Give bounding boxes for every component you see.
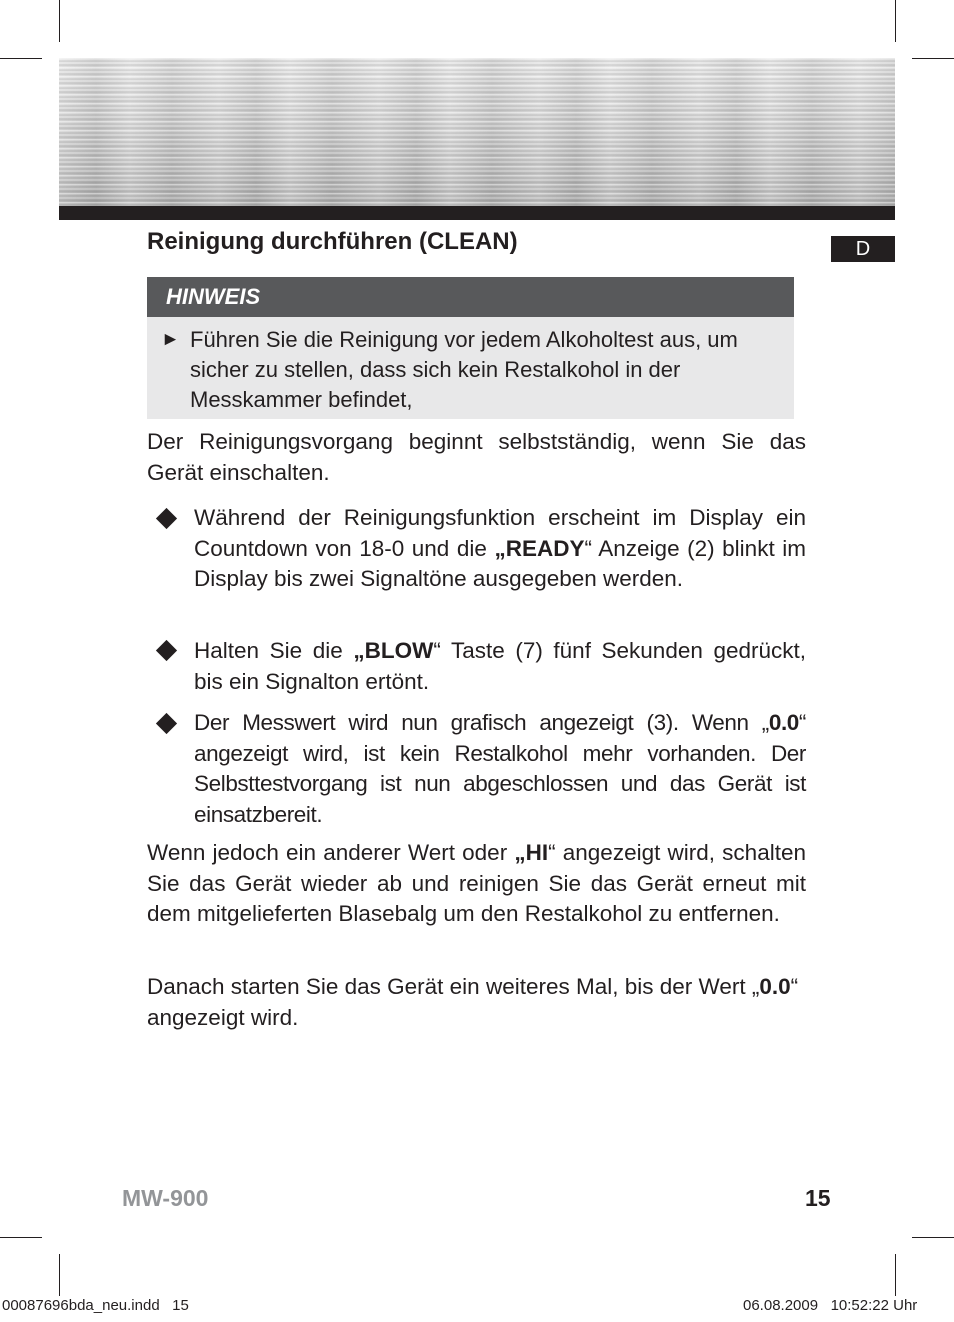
paragraph-text: Danach starten Sie das Gerät ein weiteres Mal, bis der Wert „ (147, 974, 760, 999)
intro-paragraph: Der Reinigungsvorgang beginnt selbstständig, wenn Sie das Gerät einschalten. (147, 429, 806, 485)
slug-timestamp: 06.08.2009 10:52:22 Uhr (743, 1297, 918, 1314)
bullet-bold: 0.0 (768, 710, 799, 735)
bullet-text: “ Anzeige (2) blinkt im Display bis zwei Signaltöne ausgegeben werden. (194, 535, 806, 591)
bullet-text: “ Taste (7) fünf Sekunden gedrückt, bis ein Signalton ertönt. (194, 638, 806, 694)
paragraph-text: “ angezeigt wird, schalten Sie das Gerät wieder ab und reinigen Sie das Gerät erneut mit dem mitgelieferten Blasebalg um den Restalkohol zu entfernen. (147, 840, 806, 926)
diamond-bullet-icon (156, 713, 177, 734)
bullet-item (194, 708, 806, 830)
crop-mark (895, 1254, 896, 1296)
note-text: Führen Sie die Reinigung vor jedem Alkoholtest aus, um sicher zu stellen, dass sich kein Restalkohol in der Messkammer befindet, (190, 327, 738, 412)
paragraph-bold: 0.0 (759, 974, 791, 999)
diamond-bullet-icon (156, 640, 177, 661)
paragraph-text: Wenn jedoch ein anderer Wert oder (147, 840, 515, 865)
slug-filename: 00087696bda_neu.indd 15 (2, 1297, 189, 1314)
bullet-bold: „BLOW (353, 638, 434, 663)
paragraph-bold: „HI (514, 840, 549, 865)
brushed-metal-banner (59, 58, 895, 206)
crop-mark (59, 0, 60, 42)
note-heading: HINWEIS (147, 277, 794, 317)
paragraph (147, 838, 806, 930)
bullet-bold: „READY (494, 535, 585, 561)
bullet-item (194, 636, 806, 697)
crop-mark (0, 1237, 42, 1238)
paragraph (147, 972, 809, 1033)
arrow-right-icon: ► (161, 329, 180, 350)
page-number: 15 (805, 1185, 831, 1211)
section-title: Reinigung durchführen (CLEAN) (147, 228, 518, 255)
paragraph-text: “ angezeigt wird. (147, 974, 799, 1030)
bullet-text: Während der Reinigungsfunktion erscheint im Display ein Countdown von 18-0 und die (194, 505, 806, 561)
bullet-text: Der Messwert wird nun grafisch angezeigt (3). Wenn „ (194, 710, 769, 735)
bullet-text: “ angezeigt wird, ist kein Restalkohol mehr vorhanden. Der Selbsttestvorgang ist nun abgeschlossen und das Gerät ist einsatzbereit. (194, 710, 806, 827)
crop-mark (912, 58, 954, 59)
diamond-bullet-icon (156, 508, 177, 529)
crop-mark (0, 58, 42, 59)
crop-mark (912, 1237, 954, 1238)
language-tab: D (831, 236, 895, 262)
footer-model: MW-900 (122, 1185, 209, 1211)
crop-mark (895, 0, 896, 42)
bullet-item (194, 503, 806, 595)
banner-bar (59, 206, 895, 220)
crop-mark (59, 1254, 60, 1296)
note-box (147, 317, 794, 419)
bullet-text: Halten Sie die (194, 638, 354, 663)
